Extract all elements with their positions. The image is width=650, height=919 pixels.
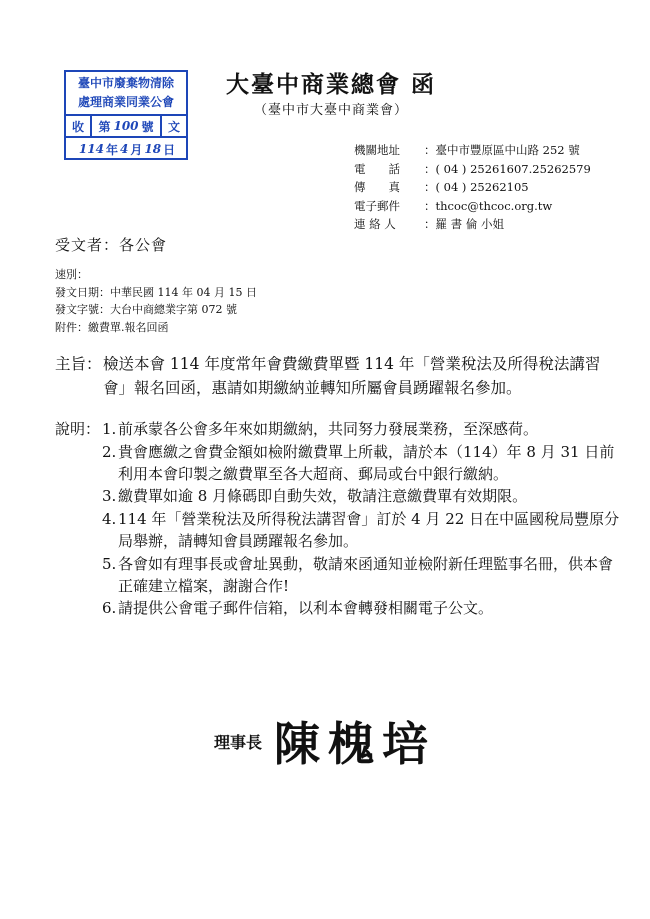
contact-row bbox=[354, 160, 591, 179]
contact-label: 傳 真 bbox=[354, 180, 400, 194]
stamp-org-line1: 臺中市廢棄物清除 bbox=[77, 76, 174, 90]
stamp-number-prefix: 第 bbox=[98, 119, 111, 134]
item-number: 1. bbox=[102, 420, 117, 438]
subject-section bbox=[55, 352, 623, 400]
subject-label: 主旨： bbox=[55, 355, 102, 373]
item-number: 3. bbox=[102, 487, 117, 506]
item-number: 5. bbox=[102, 554, 117, 573]
stamp-organization bbox=[66, 72, 186, 116]
explanation-item bbox=[102, 442, 622, 486]
contact-row bbox=[354, 178, 591, 197]
subject-text: 檢送本會 114 年度常年會費繳費單暨 114 年「營業稅法及所得稅法講習會」報名回函，惠請如期繳納並轉知所屬會員踴躍報名參加。 bbox=[103, 355, 601, 397]
item-text: 請提供公會電子郵件信箱，以利本會轉發相關電子公文。 bbox=[118, 599, 494, 618]
item-text: 前承蒙各公會多年來如期繳納，共同努力發展業務，至深感荷。 bbox=[118, 420, 539, 438]
item-text: 114 年「營業稅法及所得稅法講習會」訂於 4 月 22 日在中區國稅局豐原分局舉辦，請轉知會員踴躍報名參加。 bbox=[118, 510, 620, 550]
meta-speed: 速別： bbox=[55, 268, 88, 281]
receipt-stamp bbox=[64, 70, 188, 160]
stamp-year: 114 bbox=[78, 142, 104, 156]
item-number: 6. bbox=[102, 599, 117, 618]
stamp-receive-label: 收 bbox=[66, 116, 92, 136]
stamp-day-unit: 日 bbox=[163, 142, 176, 157]
explanation-label: 說明： bbox=[55, 420, 101, 438]
meta-date: 發文日期：中華民國 114 年 04 月 15 日 bbox=[55, 285, 257, 299]
stamp-year-unit: 年 bbox=[105, 142, 118, 157]
contact-label: 電子郵件 bbox=[354, 198, 400, 213]
stamp-receipt-number bbox=[92, 116, 160, 136]
contact-block bbox=[354, 141, 591, 234]
signature-role: 理事長 bbox=[214, 732, 263, 752]
contact-value: ：臺中市豐原區中山路 252 號 bbox=[424, 143, 580, 157]
stamp-month: 4 bbox=[119, 142, 129, 156]
item-text: 繳費單如逾 8 月條碼即自動失效，敬請注意繳費單有效期限。 bbox=[118, 487, 528, 506]
contact-row bbox=[354, 215, 591, 234]
stamp-day: 18 bbox=[144, 142, 162, 156]
meta-attachment: 附件：繳費單.報名回函 bbox=[55, 320, 169, 334]
contact-value: ：羅 書 倫 小姐 bbox=[424, 217, 504, 231]
document-meta bbox=[55, 266, 257, 336]
contact-row bbox=[354, 141, 591, 160]
item-text: 各會如有理事長或會址異動，敬請來函通知並檢附新任理監事名冊，供本會正確建立檔案，謝謝合作! bbox=[118, 554, 614, 595]
explanation-list bbox=[102, 419, 622, 620]
contact-value: ：( 04 ) 25262105 bbox=[424, 180, 529, 194]
recipient: 受文者：各公會 bbox=[55, 236, 168, 254]
letter-subtitle: （臺中市大臺中商業會） bbox=[254, 103, 409, 118]
stamp-date-row bbox=[66, 138, 186, 160]
stamp-number-value: 100 bbox=[113, 119, 139, 133]
signature-block bbox=[214, 708, 436, 774]
stamp-org-line2: 處理商業同業公會 bbox=[77, 95, 174, 109]
contact-label: 電 話 bbox=[354, 161, 400, 176]
explanation-item bbox=[102, 419, 622, 441]
stamp-number-suffix: 號 bbox=[141, 119, 154, 134]
item-number: 4. bbox=[102, 510, 117, 529]
contact-label: 連 絡 人 bbox=[354, 217, 396, 231]
explanation-item bbox=[102, 598, 622, 620]
stamp-receipt-row bbox=[66, 116, 186, 138]
stamp-doc-label: 文 bbox=[160, 116, 186, 136]
contact-label: 機關地址 bbox=[354, 143, 400, 157]
contact-value: ：thcoc@thcoc.org.tw bbox=[424, 198, 553, 213]
contact-value: ：( 04 ) 25261607.25262579 bbox=[424, 161, 591, 176]
explanation-item bbox=[102, 486, 622, 508]
signature-name: 陳槐培 bbox=[274, 717, 437, 771]
stamp-month-unit: 月 bbox=[130, 142, 143, 157]
explanation-item bbox=[102, 509, 622, 553]
contact-row bbox=[354, 197, 591, 216]
explanation-item bbox=[102, 554, 622, 598]
explanation-section bbox=[55, 419, 622, 621]
meta-doc-number: 發文字號：大台中商總業字第 072 號 bbox=[55, 303, 237, 316]
letter-title: 大臺中商業總會 函 bbox=[226, 71, 437, 98]
item-number: 2. bbox=[102, 442, 117, 461]
item-text: 貴會應繳之會費金額如檢附繳費單上所載，請於本（114）年 8 月 31 日前利用本會印製之繳費單至各大超商、郵局或台中銀行繳納。 bbox=[118, 442, 615, 483]
